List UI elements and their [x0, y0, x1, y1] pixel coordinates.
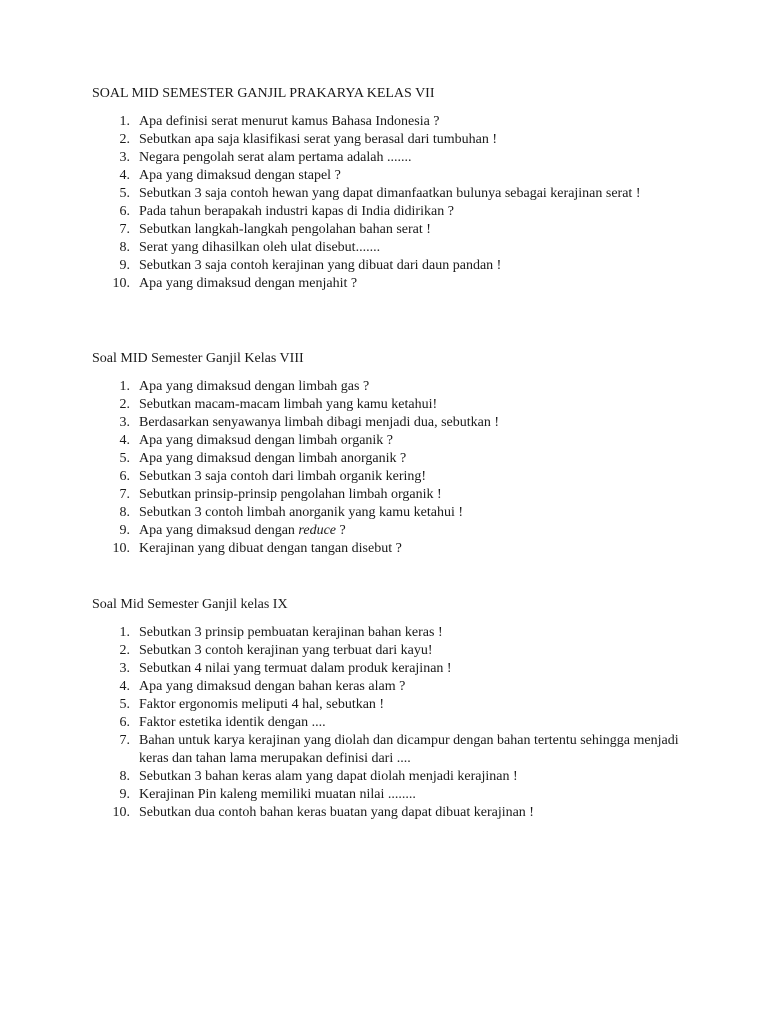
question-item	[92, 522, 692, 540]
section-kelas-ix	[92, 596, 692, 822]
question-text: Negara pengolah serat alam pertama adalah .......	[139, 150, 412, 165]
question-number: 5.	[119, 186, 130, 201]
question-number: 2.	[119, 643, 130, 658]
question-number: 10.	[112, 805, 130, 820]
question-number: 2.	[119, 397, 130, 412]
question-text: Sebutkan prinsip-prinsip pengolahan limbah organik !	[139, 487, 442, 502]
question-list	[92, 624, 692, 822]
section-title: Soal MID Semester Ganjil Kelas VIII	[92, 351, 304, 366]
question-item	[92, 378, 692, 396]
question-number: 7.	[119, 487, 130, 502]
question-item	[92, 221, 692, 239]
question-text: Faktor ergonomis meliputi 4 hal, sebutkan !	[139, 697, 385, 712]
question-item	[92, 486, 692, 504]
question-text: Apa yang dimaksud dengan menjahit ?	[139, 276, 358, 291]
question-text: Pada tahun berapakah industri kapas di India didirikan ?	[139, 204, 454, 219]
question-text: Apa yang dimaksud dengan bahan keras alam ?	[139, 679, 406, 694]
question-item	[92, 432, 692, 450]
question-list	[92, 378, 692, 558]
question-text: Sebutkan 3 bahan keras alam yang dapat diolah menjadi kerajinan !	[139, 769, 518, 784]
question-number: 8.	[119, 240, 130, 255]
question-number: 6.	[119, 715, 130, 730]
question-number: 8.	[119, 505, 130, 520]
section-title: Soal Mid Semester Ganjil kelas IX	[92, 597, 288, 612]
question-number: 4.	[119, 168, 130, 183]
question-text: Berdasarkan senyawanya limbah dibagi menjadi dua, sebutkan !	[139, 415, 499, 430]
question-number: 3.	[119, 661, 130, 676]
question-text: Serat yang dihasilkan oleh ulat disebut.......	[139, 240, 381, 255]
question-number: 9.	[119, 258, 130, 273]
question-number: 10.	[112, 276, 130, 291]
question-item	[92, 714, 692, 732]
question-text: Sebutkan langkah-langkah pengolahan bahan serat !	[139, 222, 431, 237]
section-kelas-viii	[92, 350, 692, 558]
question-number: 4.	[119, 433, 130, 448]
question-number: 1.	[119, 625, 130, 640]
question-item	[92, 804, 692, 822]
question-item	[92, 167, 692, 185]
question-item	[92, 468, 692, 486]
question-text: Apa yang dimaksud dengan limbah anorganik ?	[139, 451, 407, 466]
question-number: 1.	[119, 379, 130, 394]
question-item	[92, 396, 692, 414]
question-text: Sebutkan 3 contoh kerajinan yang terbuat dari kayu!	[139, 643, 433, 658]
question-text: Kerajinan Pin kaleng memiliki muatan nilai ........	[139, 787, 416, 802]
question-item	[92, 113, 692, 131]
question-text: Faktor estetika identik dengan ....	[139, 715, 326, 730]
question-number: 6.	[119, 469, 130, 484]
question-text-before: Apa yang dimaksud dengan	[139, 523, 299, 538]
question-item	[92, 275, 692, 293]
question-item	[92, 624, 692, 642]
question-text: Sebutkan 4 nilai yang termuat dalam produk kerajinan !	[139, 661, 452, 676]
question-text: Sebutkan apa saja klasifikasi serat yang berasal dari tumbuhan !	[139, 132, 498, 147]
question-item	[92, 185, 692, 203]
question-item	[92, 540, 692, 558]
question-number: 9.	[119, 523, 130, 538]
question-text: Sebutkan macam-macam limbah yang kamu ketahui!	[139, 397, 438, 412]
question-item	[92, 660, 692, 678]
question-number: 1.	[119, 114, 130, 129]
question-text: Apa definisi serat menurut kamus Bahasa Indonesia ?	[139, 114, 440, 129]
question-item	[92, 450, 692, 468]
question-text: Sebutkan 3 saja contoh dari limbah organik kering!	[139, 469, 427, 484]
question-list	[92, 113, 692, 293]
question-item	[92, 131, 692, 149]
question-item	[92, 768, 692, 786]
question-item	[92, 239, 692, 257]
question-number: 5.	[119, 451, 130, 466]
question-item	[92, 786, 692, 804]
question-item	[92, 203, 692, 221]
question-text: Bahan untuk karya kerajinan yang diolah dan dicampur dengan bahan tertentu sehingga menjadi keras dan tahan lama merupakan definisi dari ....	[139, 733, 679, 766]
question-number: 7.	[119, 222, 130, 237]
question-number: 5.	[119, 697, 130, 712]
question-item	[92, 149, 692, 167]
question-text: Apa yang dimaksud dengan stapel ?	[139, 168, 341, 183]
question-number: 3.	[119, 150, 130, 165]
question-item	[92, 696, 692, 714]
question-text-emphasis: reduce	[298, 523, 336, 538]
section-title: SOAL MID SEMESTER GANJIL PRAKARYA KELAS VII	[92, 86, 435, 101]
question-text: Sebutkan 3 saja contoh kerajinan yang dibuat dari daun pandan !	[139, 258, 502, 273]
question-number: 10.	[112, 541, 130, 556]
question-number: 3.	[119, 415, 130, 430]
question-item	[92, 257, 692, 275]
question-item	[92, 642, 692, 660]
question-text: Apa yang dimaksud dengan limbah gas ?	[139, 379, 370, 394]
question-text: Sebutkan dua contoh bahan keras buatan yang dapat dibuat kerajinan !	[139, 805, 534, 820]
question-number: 8.	[119, 769, 130, 784]
question-text-after: ?	[336, 523, 346, 538]
question-item	[92, 678, 692, 696]
question-text: Sebutkan 3 contoh limbah anorganik yang kamu ketahui !	[139, 505, 464, 520]
question-text: Kerajinan yang dibuat dengan tangan disebut ?	[139, 541, 402, 556]
question-text: Sebutkan 3 saja contoh hewan yang dapat dimanfaatkan bulunya sebagai kerajinan serat !	[139, 186, 641, 201]
question-number: 2.	[119, 132, 130, 147]
question-item	[92, 732, 692, 768]
section-kelas-vii	[92, 85, 692, 293]
question-item	[92, 504, 692, 522]
question-text	[139, 523, 346, 538]
question-number: 9.	[119, 787, 130, 802]
question-item	[92, 414, 692, 432]
question-text: Apa yang dimaksud dengan limbah organik ?	[139, 433, 394, 448]
question-number: 4.	[119, 679, 130, 694]
question-text: Sebutkan 3 prinsip pembuatan kerajinan bahan keras !	[139, 625, 443, 640]
question-number: 6.	[119, 204, 130, 219]
question-number: 7.	[119, 733, 130, 748]
